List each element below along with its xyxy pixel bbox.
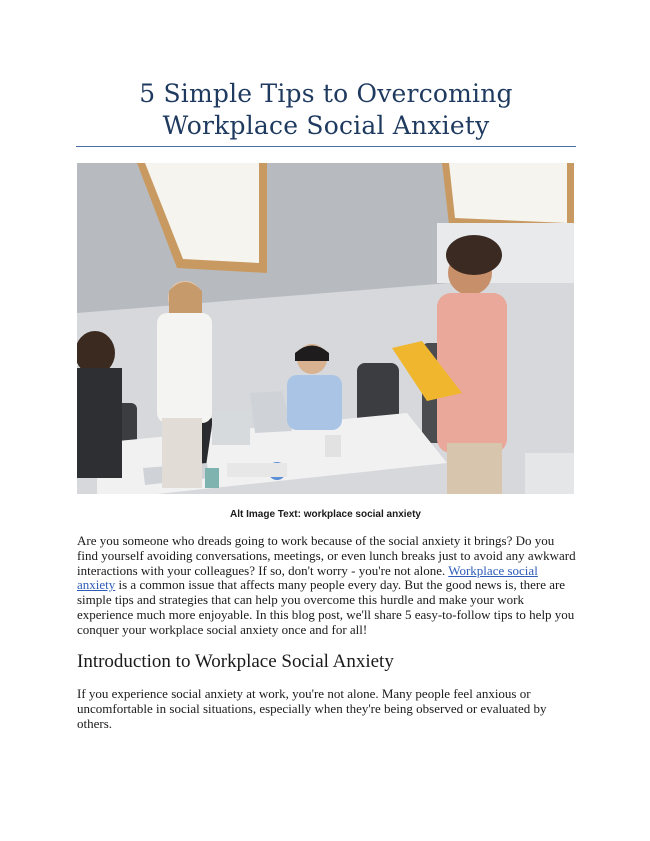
section-paragraph: If you experience social anxiety at work, you're not alone. Many people feel anxious or uncomfortable in social situations, especially when they're being observed or evaluated by others. [77,686,547,731]
workplace-social-anxiety-link[interactable]: Workplace social anxiety [77,562,538,593]
article-photo [77,163,574,494]
title-divider [76,146,576,147]
intro-paragraph [77,534,577,638]
intro-text-after-link: is a common issue that affects many people every day. But the good news is, there are simple tips and strategies that can help you overcome this hurdle and make your work experience much more enjoyable. In this blog post, we'll share 5 easy-to-follow tips to help you conquer your workplace social anxiety once and for all! [77,577,575,637]
image-caption: Alt Image Text: workplace social anxiety [230,509,421,520]
intro-text-before-link: Are you someone who dreads going to work because of the social anxiety it brings? Do you find yourself avoiding conversations, meetings, or even lunch breaks just to avoid any awkward interactions with your colleagues? If so, don't worry - you're not alone. [77,533,576,578]
article-title: 5 Simple Tips to Overcoming Workplace Social Anxiety [139,79,513,140]
section-heading: Introduction to Workplace Social Anxiety [77,651,394,672]
